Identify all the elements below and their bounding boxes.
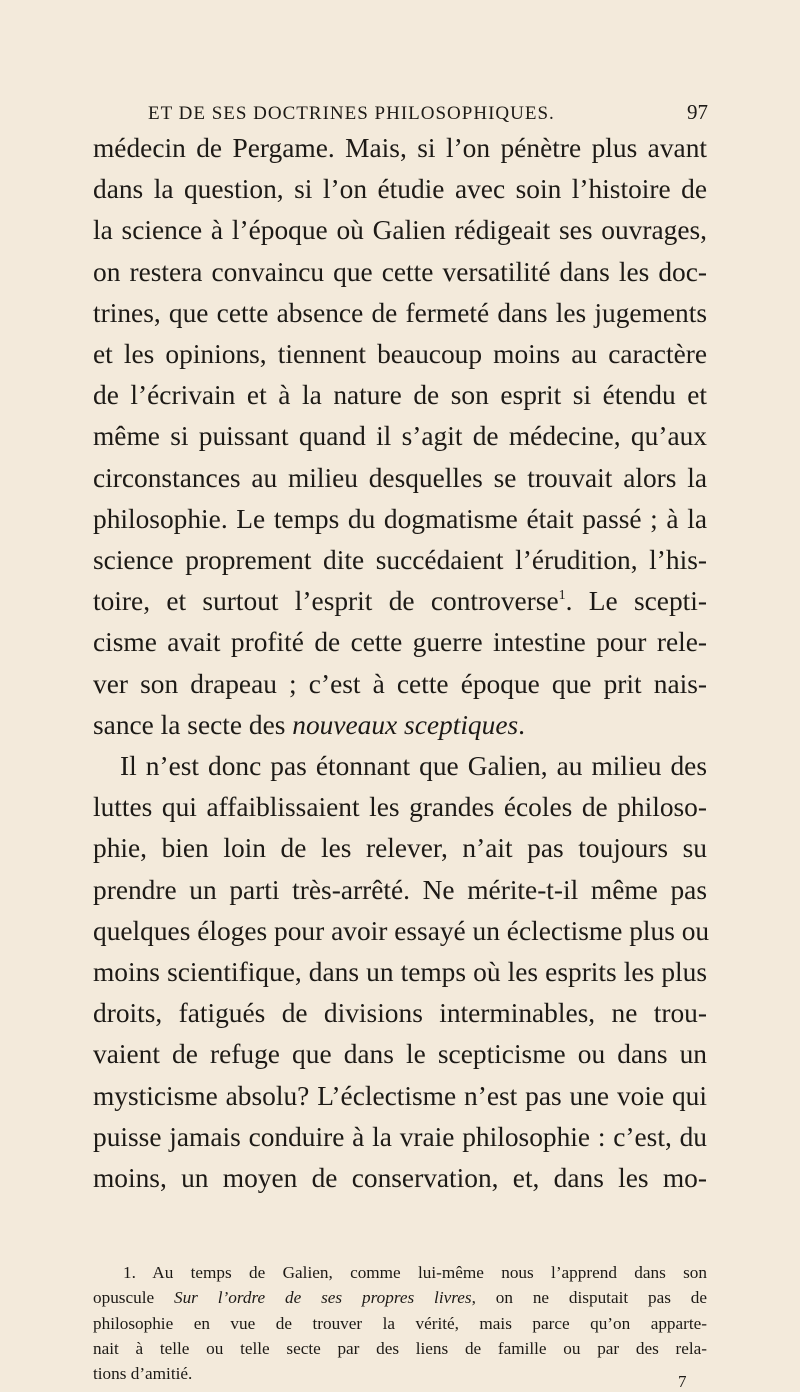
body-line-with-note [93, 581, 707, 622]
signature-mark: 7 [678, 1372, 687, 1391]
body-line: quelques éloges pour avoir essayé un éclectisme plus ou [93, 915, 710, 946]
body-line: moins, un moyen de conservation, et, dans les mo- [93, 1163, 707, 1194]
body-line: même si puissant quand il s’agit de médecine, qu’aux [93, 421, 707, 452]
italic-term: nouveaux sceptiques [292, 709, 519, 740]
body-line: la science à l’époque où Galien rédigeait ses ouvrages, [93, 215, 707, 246]
italic-title: Sur l’ordre de ses propres livres [173, 1288, 472, 1308]
body-line: Il n’est donc pas étonnant que Galien, au milieu des [120, 751, 707, 782]
footnote-line-tail: , on ne disputait pas de [471, 1288, 707, 1308]
body-line: phie, bien loin de les relever, n’ait pas toujours su [93, 833, 707, 864]
body-line: vaient de refuge que dans le scepticisme ou dans un [93, 1039, 707, 1070]
body-line: puisse jamais conduire à la vraie philosophie : c’est, du [93, 1121, 707, 1152]
footnote-line: tions d’amitié. [93, 1364, 193, 1384]
body-line: trines, que cette absence de fermeté dans les jugements [93, 297, 707, 328]
body-line: philosophie. Le temps du dogmatisme était passé ; à la [93, 503, 707, 534]
running-header [148, 100, 708, 125]
body-line-tail: . [518, 709, 526, 740]
footnote-line: 1. Au temps de Galien, comme lui-même nous l’apprend dans son [123, 1263, 707, 1282]
body-line: luttes qui affaiblissaient les grandes écoles de philoso- [93, 792, 707, 823]
running-title: ET DE SES DOCTRINES PHILOSOPHIQUES. [148, 103, 555, 124]
body-line-text: sance la secte des [93, 709, 286, 740]
footnote-line: philosophie en vue de trouver la vérité, mais parce qu’on apparte- [93, 1313, 707, 1333]
footnote-line-text: opuscule [93, 1288, 155, 1308]
body-line: on restera convaincu que cette versatilité dans les doc- [93, 256, 707, 287]
body-line: mysticisme absolu? L’éclectisme n’est pas une voie qui [93, 1080, 707, 1111]
body-line: moins scientifique, dans un temps où les esprits les plus [93, 957, 707, 988]
body-line-tail: . Le scepti- [565, 586, 707, 617]
footnote-line-with-title [93, 1285, 707, 1310]
body-line: médecin de Pergame. Mais, si l’on pénètre plus avant [93, 133, 707, 163]
body-line: science proprement dite succédaient l’érudition, l’his- [93, 545, 707, 576]
footnote [93, 1260, 707, 1386]
body-line: droits, fatigués de divisions interminables, ne trou- [93, 998, 707, 1029]
body-line-paragraph-end [93, 705, 707, 746]
body-line: et les opinions, tiennent beaucoup moins au caractère [93, 339, 707, 370]
body-line: ver son drapeau ; c’est à cette époque que prit nais- [93, 668, 707, 699]
body-line: de l’écrivain et à la nature de son esprit si étendu et [93, 380, 707, 411]
body-line: dans la question, si l’on étudie avec soin l’histoire de [93, 174, 707, 205]
footnote-line: nait à telle ou telle secte par des liens de famille ou par des rela- [93, 1338, 707, 1358]
body-line: cisme avait profité de cette guerre intestine pour rele- [93, 627, 707, 658]
footnote-marker: 1 [558, 588, 566, 604]
body-line: circonstances au milieu desquelles se trouvait alors la [93, 462, 707, 493]
page-number: 97 [687, 100, 708, 124]
body-line: prendre un parti très-arrêté. Ne mérite-t-il même pas [93, 874, 707, 905]
body-text [93, 128, 710, 1199]
body-line-text: toire, et surtout l’esprit de controverse [93, 586, 559, 617]
